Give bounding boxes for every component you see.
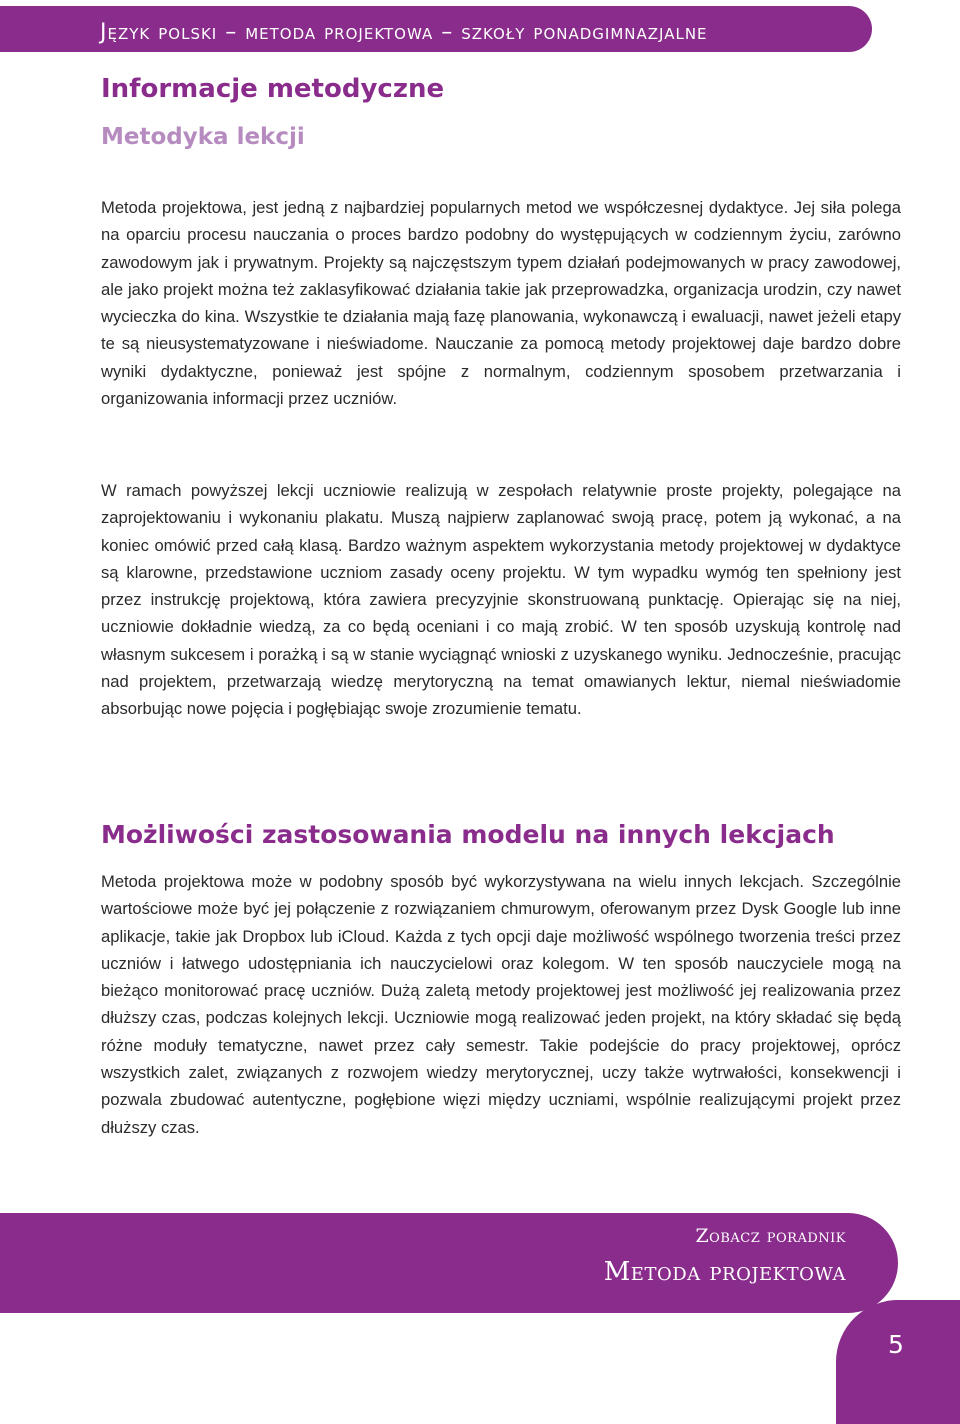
- header-bar: [0, 6, 872, 52]
- footer-banner: [0, 1213, 898, 1313]
- section-title: Informacje metodyczne: [101, 74, 445, 104]
- footer-see-guide: Zobacz poradnik: [695, 1225, 846, 1247]
- section-title-other-lessons: Możliwości zastosowania modelu na innych lekcjach: [101, 820, 835, 849]
- paragraph-other-lessons: Metoda projektowa może w podobny sposób być wykorzystywana na wielu innych lekcjach. Szczególnie wartościowe może być jej połączenie z rozwiązaniem chmurowym, oferowanym przez Dysk Google lub inne aplikacje, takie jak Dropbox lub iCloud. Każda z tych opcji daje możliwość wspólnego tworzenia treści przez uczniów i łatwego udostępniania ich nauczycielowi oraz kolegom. W ten sposób nauczyciele mogą na bieżąco monitorować pracę uczniów. Dużą zaletą metody projektowej jest możliwość jej realizowania przez dłuższy czas, podczas kolejnych lekcji. Uczniowie mogą realizować jeden projekt, na który składać się będą różne moduły tematyczne, nawet przez cały semestr. Takie podejście do pracy projektowej, oprócz wszystkich zalet, związanych z rozwojem wiedzy merytorycznej, uczy także wytrwałości, konsekwencji i pozwala zbudować autentyczne, pogłębione więzi między uczniami, wspólnie realizującymi projekt przez dłuższy czas.: [101, 872, 901, 1137]
- page-number: 5: [888, 1330, 904, 1359]
- section-subtitle: Metodyka lekcji: [101, 124, 305, 150]
- page-number-badge: [836, 1300, 960, 1424]
- paragraph-intro: Metoda projektowa, jest jedną z najbardziej popularnych metod we współczesnej dydaktyce. Jej siła polega na oparciu procesu nauczania o proces bardzo podobny do występujących w codziennym życiu, zarówno zawodowym jak i prywatnym. Projekty są najczęstszym typem działań podejmowanych w pracy zawodowej, ale jako projekt można też zaklasyfikować działania takie jak przeprowadzka, organizacja urodzin, czy nawet wycieczka do kina. Wszystkie te działania mają fazę planowania, wykonawczą i ewaluacji, nawet jeżeli etapy te są nieusystematyzowane i nieświadome. Nauczanie za pomocą metody projektowej daje bardzo dobre wyniki dydaktyczne, ponieważ jest spójne z normalnym, codziennym sposobem przetwarzania i organizowania informacji przez uczniów.: [101, 198, 901, 409]
- footer-guide-title: Metoda projektowa: [603, 1257, 846, 1287]
- paragraph-lesson: W ramach powyższej lekcji uczniowie realizują w zespołach relatywnie proste projekty, polegające na zaprojektowaniu i wykonaniu plakatu. Muszą najpierw zaplanować swoją pracę, potem ją wykonać, a na koniec omówić przed całą klasą. Bardzo ważnym aspektem wykorzystania metody projektowej w dydaktyce są klarowne, przedstawione uczniom zasady oceny projektu. W tym wypadku wymóg ten spełniony jest przez instrukcję projektową, która zawiera precyzyjnie skonstruowaną punktację. Opierając się na niej, uczniowie dokładnie wiedzą, za co będą oceniani i co mają zrobić. W ten sposób uzyskują kontrolę nad własnym sukcesem i porażką i są w stanie wyciągnąć wnioski z uzyskanego wyniku. Jednocześnie, pracując nad projektem, przetwarzają wiedzę merytoryczną na temat omawianych lektur, niemal nieświadomie absorbując nowe pojęcia i pogłębiając swoje zrozumienie tematu.: [101, 481, 901, 719]
- header-title: Język polski – metoda projektowa – szkoły ponadgimnazjalne: [100, 20, 708, 45]
